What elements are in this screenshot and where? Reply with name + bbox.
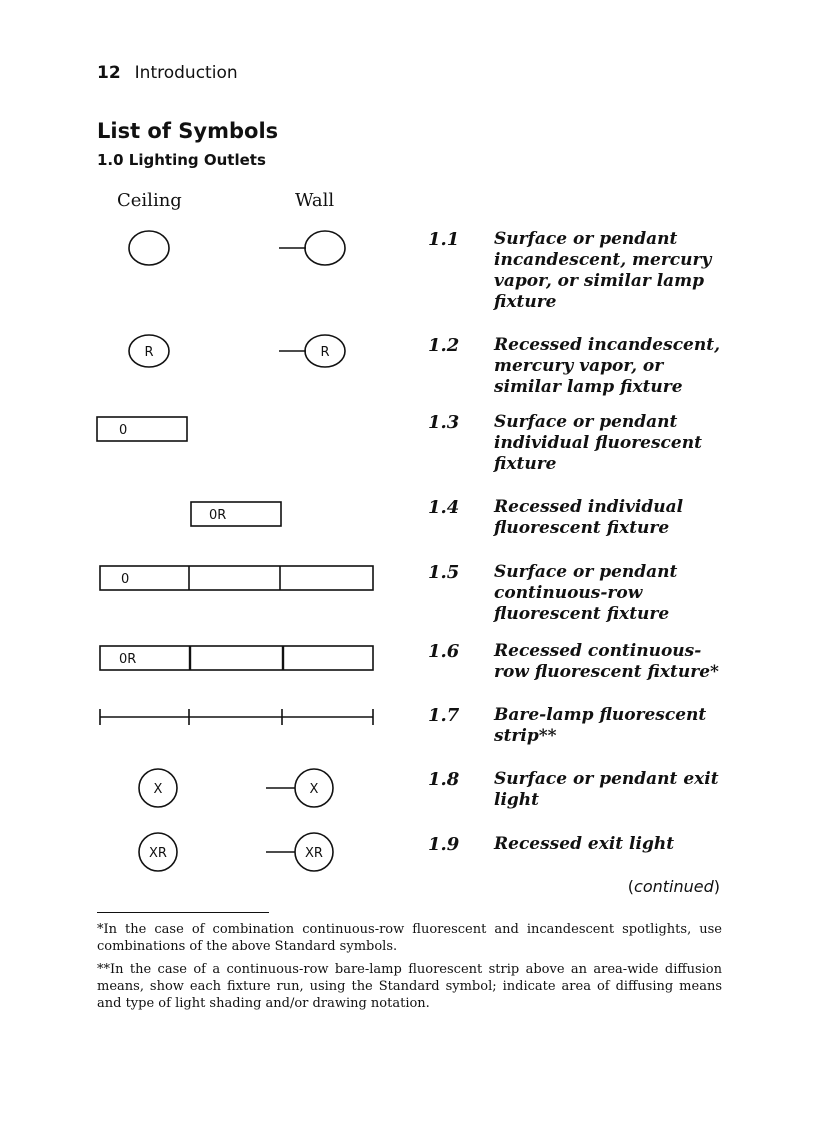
symbol-1-8-wall <box>266 769 333 807</box>
entry-1-2-number: 1.2 <box>428 335 460 356</box>
entry-1-7-text: Bare-lamp fluorescent strip** <box>494 705 707 746</box>
wall-column-header: Wall <box>295 190 335 211</box>
ceiling-column-header: Ceiling <box>117 190 182 211</box>
entry-1-8-number: 1.8 <box>428 769 460 790</box>
entry-1-5-text: Surface or pendant continuous-row fluorescent fixture <box>494 562 678 624</box>
entry-1-6-number: 1.6 <box>428 641 460 662</box>
entry-1-3-text: Surface or pendant individual fluorescent fixture <box>494 412 702 474</box>
section-name: Introduction <box>134 63 238 83</box>
footnote-2: **In the case of a continuous-row bare-lamp fluorescent strip above an area-wide diffusion means, show each fixture run, using the Standard symbol; indicate area of diffusing means and type of light shading and/or drawing notation. <box>97 962 722 1011</box>
entry-1-9-number: 1.9 <box>428 834 460 855</box>
continued-close-paren: ) <box>713 877 720 896</box>
symbol-1-1-ceiling <box>129 231 169 265</box>
symbol-1-3-label: 0 <box>119 423 128 438</box>
page-number: 12 <box>97 63 121 83</box>
entry-1-2-text: Recessed incandescent, mercury vapor, or similar lamp fixture <box>494 335 720 397</box>
entry-1-4-number: 1.4 <box>428 497 460 518</box>
entry-1-1-number: 1.1 <box>428 229 460 250</box>
entry-1-5-number: 1.5 <box>428 562 460 583</box>
symbol-1-9-wall-label: XR <box>305 846 323 861</box>
entry-1-4-text: Recessed individual fluorescent fixture <box>494 497 684 538</box>
continued-open-paren: ( <box>627 877 635 896</box>
symbol-1-1-wall <box>279 231 345 265</box>
symbol-1-8-ceiling-label: X <box>153 782 163 797</box>
symbol-1-8-wall-label: X <box>309 782 319 797</box>
entry-1-3-number: 1.3 <box>428 412 460 433</box>
entry-1-9-text: Recessed exit light <box>494 834 675 854</box>
symbol-1-2-wall <box>279 335 345 367</box>
symbol-1-6-ceiling <box>100 646 373 670</box>
symbol-1-6-label: 0R <box>119 652 137 667</box>
footnote-rule <box>97 912 269 913</box>
entry-1-6-text: Recessed continuous-row fluorescent fixture* <box>494 641 719 682</box>
page-title: List of Symbols <box>97 119 279 143</box>
entry-1-8-text: Surface or pendant exit light <box>494 769 719 810</box>
entry-1-7-number: 1.7 <box>428 705 460 726</box>
symbol-1-7-ceiling <box>100 709 373 725</box>
entry-1-1-text: Surface or pendant incandescent, mercury vapor, or similar lamp fixture <box>494 229 712 312</box>
continued-word: continued <box>634 877 714 896</box>
symbol-1-2-wall-label: R <box>320 345 330 360</box>
footnote-1: *In the case of combination continuous-row fluorescent and incandescent spotlights, use combinations of the above Standard symbols. <box>97 922 722 954</box>
symbol-1-4 <box>191 502 281 526</box>
symbol-1-5-label: 0 <box>121 572 130 587</box>
symbol-1-5-ceiling <box>100 566 373 590</box>
symbol-1-2-ceiling-label: R <box>144 345 154 360</box>
symbol-1-9-ceiling-label: XR <box>149 846 167 861</box>
symbol-1-3-ceiling <box>97 417 187 441</box>
section-subtitle: 1.0 Lighting Outlets <box>97 151 266 169</box>
symbol-1-4-label: 0R <box>209 508 227 523</box>
continued-note <box>628 877 720 896</box>
